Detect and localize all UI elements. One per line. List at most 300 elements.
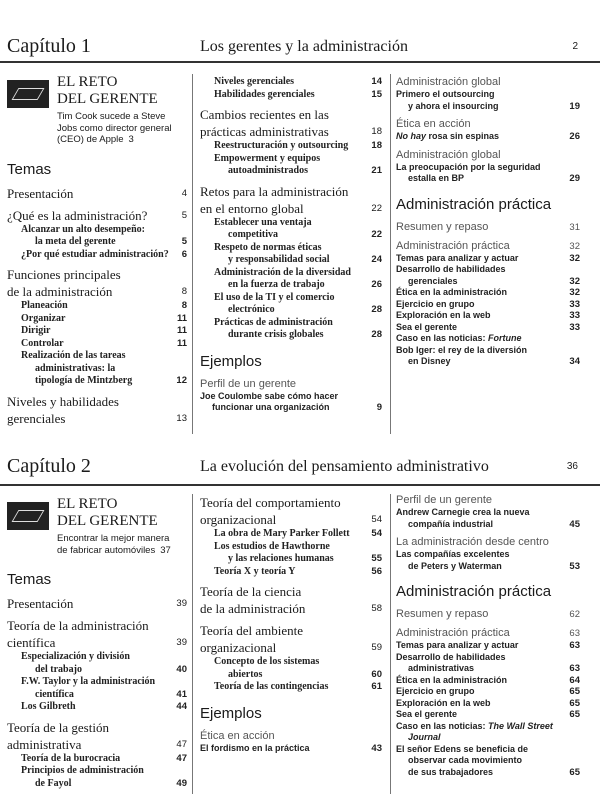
entry-text: Sea el gerente	[396, 321, 458, 332]
page-number: 8	[181, 300, 187, 311]
toc-feature-entry[interactable]	[396, 686, 580, 698]
page-number: 45	[569, 518, 580, 530]
entry-line	[214, 229, 382, 242]
page-number: 28	[371, 329, 382, 340]
page-number: 44	[176, 701, 187, 712]
chapter-title[interactable]: La evolución del pensamiento administrativo	[200, 458, 489, 475]
entry-line	[396, 101, 580, 113]
entry-line	[396, 494, 580, 507]
entry-text	[396, 721, 553, 733]
page-number: 60	[371, 668, 382, 680]
page-number: 49	[176, 777, 187, 789]
entry-text: gerenciales	[408, 275, 458, 286]
toc-subentry[interactable]	[200, 681, 382, 694]
toc-subentry[interactable]	[7, 224, 187, 249]
reto-text	[57, 74, 172, 146]
entry-line	[21, 753, 187, 766]
section-heading	[200, 352, 382, 372]
page-number: 54	[371, 514, 382, 525]
entry-line	[214, 329, 382, 342]
entry-line	[214, 681, 382, 694]
entry-text: Dirigir	[21, 325, 51, 336]
entry-text: de Fayol	[35, 777, 72, 789]
page-number: 34	[569, 356, 580, 367]
toc-entry[interactable]	[396, 627, 580, 640]
reto-title: EL RETO	[57, 74, 118, 90]
column-divider	[192, 74, 193, 434]
entry-text: Los Gilbreth	[21, 701, 76, 712]
entry-line	[200, 352, 382, 372]
entry-text: La obra de Mary Parker Follett	[214, 528, 350, 539]
toc-feature-entry[interactable]	[396, 744, 580, 779]
entry-text: en el entorno global	[200, 200, 304, 216]
entry-line	[200, 704, 382, 724]
entry-text: Teoría del ambiente	[200, 623, 304, 638]
page-number: 37	[160, 544, 171, 556]
page-number: 59	[371, 642, 382, 653]
entry-text: Administración global	[396, 76, 501, 88]
entry-line	[396, 276, 580, 288]
toc-entry[interactable]	[7, 719, 187, 753]
entry-line	[214, 566, 382, 579]
toc-feature-entry[interactable]	[396, 287, 580, 299]
entry-line	[396, 76, 580, 89]
text-segment: Journal	[408, 732, 441, 742]
toc-subentry[interactable]	[200, 140, 382, 153]
entry-line	[214, 317, 382, 330]
toc-column	[7, 490, 187, 790]
entry-line	[200, 391, 382, 403]
entry-text: Niveles y habilidades	[7, 393, 119, 409]
page-number: 13	[176, 412, 187, 424]
page-number: 11	[176, 337, 187, 349]
reto-subtitle-line: (CEO) de Apple	[57, 134, 124, 145]
toc-subentry[interactable]	[200, 76, 382, 89]
entry-text: de la administración	[7, 284, 113, 299]
entry-text: Funciones principales	[7, 267, 121, 282]
entry-line	[214, 279, 382, 292]
text-segment: Caso en las noticias:	[396, 720, 489, 731]
toc-feature-entry[interactable]	[396, 322, 580, 334]
toc-subentry[interactable]	[7, 338, 187, 351]
divider	[0, 61, 600, 63]
page-number: 55	[371, 553, 382, 564]
toc-entry[interactable]	[396, 221, 580, 234]
entry-text: electrónico	[228, 304, 275, 315]
entry-line	[214, 217, 382, 230]
feature-label	[396, 76, 580, 89]
entry-line	[396, 287, 580, 299]
entry-line	[200, 494, 382, 511]
entry-text: Establecer una ventaja	[214, 216, 312, 228]
page-number: 33	[569, 321, 580, 333]
entry-text: Bob Iger: el rey de la diversión	[396, 344, 528, 355]
page-number: 62	[569, 609, 580, 620]
toc-subentry[interactable]	[7, 300, 187, 313]
toc-entry[interactable]	[7, 617, 187, 651]
entry-line	[396, 627, 580, 640]
page-number: 64	[569, 674, 580, 686]
column-divider	[390, 74, 391, 434]
entry-text: El uso de la TI y el comercio	[214, 291, 335, 303]
page-number: 40	[176, 663, 187, 675]
toc-subentry[interactable]	[200, 656, 382, 681]
toc-column	[7, 68, 187, 427]
page-number: 14	[371, 76, 382, 87]
page-number: 65	[569, 697, 580, 709]
toc-subentry[interactable]	[200, 242, 382, 267]
page-number: 56	[371, 565, 382, 577]
toc-feature-entry[interactable]	[396, 89, 580, 112]
toc-feature-entry[interactable]	[396, 709, 580, 721]
toc-entry[interactable]	[200, 622, 382, 656]
entry-text: Concepto de los sistemas	[214, 656, 320, 667]
chapter-number: Capítulo 2	[7, 455, 91, 477]
column-divider	[192, 494, 193, 794]
entry-line	[21, 338, 187, 351]
page-number: 47	[176, 752, 187, 764]
entry-line	[21, 701, 187, 714]
section-heading	[396, 582, 580, 602]
reto-subtitle	[57, 533, 171, 556]
entry-line	[7, 617, 187, 634]
entry-text: gerenciales	[7, 410, 66, 426]
entry-text: Primero el outsourcing	[396, 89, 495, 99]
toc-column	[200, 489, 382, 754]
entry-text: administrativas	[408, 663, 475, 673]
toc-entry[interactable]	[200, 583, 382, 617]
toc-subentry[interactable]	[200, 317, 382, 342]
page-number: 39	[176, 637, 187, 648]
entry-text: Especialización y división	[21, 651, 130, 662]
reto-title: DEL GERENTE	[57, 91, 158, 107]
entry-text: Principios de administración	[21, 765, 144, 776]
entry-line	[396, 356, 580, 368]
entry-line	[200, 730, 382, 743]
entry-text: Empowerment y equipos	[214, 152, 321, 164]
entry-line	[396, 755, 580, 767]
entry-text: Presentación	[7, 596, 74, 611]
entry-line	[396, 310, 580, 322]
page-number: 19	[569, 100, 580, 112]
entry-line	[214, 153, 382, 166]
toc-feature-entry[interactable]	[396, 264, 580, 287]
toc-feature-entry[interactable]	[396, 333, 580, 345]
entry-text: científica	[7, 635, 56, 650]
page-number: 61	[371, 681, 382, 692]
toc-subentry[interactable]	[7, 765, 187, 790]
entry-line	[200, 378, 382, 391]
entry-text: Respeto de normas éticas	[214, 241, 322, 253]
entry-text: Ética en la administración	[396, 287, 508, 297]
entry-line	[7, 283, 187, 300]
page-number: 11	[176, 325, 187, 336]
toc-feature-entry[interactable]	[200, 743, 382, 755]
entry-text: Presentación	[7, 185, 74, 201]
chapter-page: 36	[566, 461, 578, 472]
reto-text	[57, 496, 171, 556]
toc-feature-entry[interactable]	[396, 675, 580, 687]
entry-line	[21, 765, 187, 778]
page-number: 41	[176, 688, 187, 700]
page-number: 5	[181, 236, 187, 247]
toc-feature-entry[interactable]	[396, 253, 580, 265]
entry-text: F.W. Taylor y la administración	[21, 676, 156, 687]
toc-entry[interactable]	[200, 106, 382, 140]
toc-entry[interactable]	[7, 393, 187, 427]
entry-line	[7, 207, 187, 224]
toc-subentry[interactable]	[7, 350, 187, 388]
entry-line	[21, 363, 187, 376]
entry-line	[396, 253, 580, 265]
entry-text: y las relaciones humanas	[228, 553, 334, 564]
section-heading	[7, 160, 187, 180]
entry-line	[396, 333, 580, 345]
page-number: 63	[569, 628, 580, 639]
entry-text: Habilidades gerenciales	[214, 88, 315, 100]
entry-text: Administración global	[396, 148, 501, 161]
page-number: 26	[569, 131, 580, 142]
page-number: 39	[176, 598, 187, 609]
page-number: 65	[569, 766, 580, 778]
entry-text: Ejercicio en grupo	[396, 298, 475, 309]
chapter-title[interactable]: Los gerentes y la administración	[200, 38, 408, 55]
entry-text: Prácticas de administración	[214, 316, 333, 328]
entry-text: la meta del gerente	[35, 236, 116, 247]
toc-subentry[interactable]	[7, 325, 187, 338]
entry-text: Teoría X y teoría Y	[214, 565, 296, 577]
entry-line	[21, 350, 187, 363]
entry-line	[21, 778, 187, 791]
entry-line	[214, 304, 382, 317]
toc-entry[interactable]	[7, 207, 187, 224]
entry-line	[214, 267, 382, 280]
toc-entry[interactable]	[200, 183, 382, 217]
entry-line	[396, 582, 580, 602]
page-number: 22	[371, 202, 382, 214]
page-number: 43	[371, 742, 382, 754]
entry-line	[214, 254, 382, 267]
entry-line	[396, 744, 580, 756]
reto-subtitle-line	[57, 134, 172, 146]
page-number: 3	[128, 134, 134, 145]
entry-text: Perfil de un gerente	[396, 494, 493, 506]
toc-subentry[interactable]	[200, 267, 382, 292]
feature-label	[396, 149, 580, 162]
entry-line	[214, 292, 382, 305]
reto-del-gerente[interactable]	[7, 496, 187, 556]
toc-feature-entry[interactable]	[396, 162, 580, 185]
toc-subentry[interactable]	[7, 753, 187, 766]
entry-text: Teoría de la burocracia	[21, 752, 121, 764]
entry-text: Resumen y repaso	[396, 220, 489, 233]
toc-feature-entry[interactable]	[396, 698, 580, 710]
entry-text: Ética en acción	[396, 118, 471, 130]
entry-line	[396, 663, 580, 675]
entry-text: Temas	[7, 571, 52, 588]
toc-feature-entry[interactable]	[396, 549, 580, 572]
entry-text: La preocupación por la seguridad	[396, 161, 541, 172]
entry-line	[396, 536, 580, 549]
toc-entry[interactable]	[396, 608, 580, 621]
entry-line	[7, 719, 187, 736]
text-segment: rosa sin espinas	[426, 131, 500, 141]
toc-subentry[interactable]	[200, 89, 382, 102]
entry-line	[21, 676, 187, 689]
entry-line	[214, 656, 382, 669]
entry-line	[200, 743, 382, 755]
entry-line	[396, 608, 580, 621]
entry-line	[396, 322, 580, 334]
chapter-header	[0, 455, 600, 485]
entry-text	[396, 131, 499, 143]
page-number: 12	[176, 375, 187, 386]
toc-entry[interactable]	[7, 266, 187, 300]
entry-text: Administración de la diversidad	[214, 266, 351, 278]
entry-line	[7, 570, 187, 590]
feature-label	[200, 730, 382, 743]
entry-text: compañía industrial	[408, 518, 494, 529]
entry-line	[214, 553, 382, 566]
entry-line	[7, 595, 187, 612]
toc-entry[interactable]	[7, 185, 187, 202]
entry-text: Ética en la administración	[396, 674, 508, 685]
toc-feature-entry[interactable]	[396, 507, 580, 530]
divider	[0, 484, 600, 486]
reto-image	[7, 80, 49, 108]
toc-column	[396, 70, 580, 368]
entry-line	[396, 732, 580, 744]
entry-line	[396, 519, 580, 531]
entry-line	[21, 325, 187, 338]
toc-entry[interactable]	[396, 240, 580, 253]
entry-line	[21, 664, 187, 677]
entry-line	[200, 402, 382, 414]
entry-text: administrativa	[7, 736, 82, 752]
chapter-number: Capítulo 1	[7, 35, 91, 57]
toc-entry[interactable]	[7, 595, 187, 612]
entry-text	[408, 732, 441, 744]
entry-line	[214, 669, 382, 682]
feature-label	[396, 118, 580, 131]
entry-line	[396, 721, 580, 733]
entry-text: de sus trabajadores	[408, 766, 494, 777]
entry-line	[200, 622, 382, 639]
toc-subentry[interactable]	[7, 651, 187, 676]
toc-subentry[interactable]	[7, 313, 187, 326]
reto-subtitle-line: Encontrar la mejor manera	[57, 533, 170, 544]
entry-text: Ejemplos	[200, 352, 262, 370]
toc-subentry[interactable]	[200, 153, 382, 178]
entry-text: Exploración en la web	[396, 310, 491, 320]
toc-subentry[interactable]	[200, 541, 382, 566]
entry-text: estalla en BP	[408, 173, 465, 183]
toc-feature-entry[interactable]	[396, 721, 580, 744]
toc-feature-entry[interactable]	[396, 310, 580, 322]
reto-del-gerente[interactable]	[7, 74, 187, 146]
reto-title: EL RETO	[57, 496, 118, 512]
page-number: 32	[569, 240, 580, 252]
page-number: 54	[371, 528, 382, 539]
toc-subentry[interactable]	[7, 676, 187, 701]
toc-column	[396, 488, 580, 778]
entry-text: y responsabilidad social	[228, 254, 330, 265]
entry-line	[396, 195, 580, 215]
entry-line	[7, 736, 187, 753]
chapter-page: 2	[572, 41, 578, 52]
entry-line	[200, 639, 382, 656]
reto-subtitle-line: de fabricar automóviles	[57, 544, 156, 556]
toc-feature-entry[interactable]	[396, 131, 580, 143]
entry-line	[396, 118, 580, 131]
toc-feature-entry[interactable]	[396, 640, 580, 652]
entry-line	[7, 393, 187, 410]
entry-text: Administración práctica	[396, 583, 552, 600]
entry-text: Organizar	[21, 312, 66, 324]
entry-text: en la fuerza de trabajo	[228, 279, 325, 290]
entry-line	[21, 313, 187, 326]
entry-line	[396, 507, 580, 519]
page-number: 47	[176, 738, 187, 750]
feature-label	[396, 536, 580, 549]
entry-text: en Disney	[408, 356, 451, 366]
reto-subtitle-line: Jobs como director general	[57, 122, 172, 134]
entry-text: organizacional	[200, 512, 277, 527]
entry-text: Temas para analizar y actuar	[396, 640, 519, 650]
entry-text: La administración desde centro	[396, 536, 549, 548]
toc-subentry[interactable]	[7, 249, 187, 262]
entry-line	[7, 185, 187, 202]
page-number: 11	[176, 312, 187, 324]
toc-subentry[interactable]	[200, 217, 382, 242]
entry-line	[214, 528, 382, 541]
entry-line	[214, 89, 382, 102]
entry-line	[200, 200, 382, 217]
entry-line	[396, 221, 580, 234]
toc-subentry[interactable]	[200, 292, 382, 317]
entry-text: Resumen y repaso	[396, 608, 489, 620]
page-number: 9	[376, 402, 382, 413]
toc-subentry[interactable]	[7, 701, 187, 714]
toc-entry[interactable]	[200, 494, 382, 528]
page-number: 26	[371, 279, 382, 290]
entry-text: Desarrollo de habilidades	[396, 651, 506, 662]
entry-text: competitiva	[228, 229, 278, 240]
toc-subentry[interactable]	[200, 566, 382, 579]
page-number: 53	[569, 560, 580, 572]
toc-feature-entry[interactable]	[396, 345, 580, 368]
reto-subtitle	[57, 111, 172, 146]
entry-line	[21, 224, 187, 237]
text-segment: The Wall Street	[488, 720, 553, 731]
feature-label	[396, 494, 580, 507]
toc-feature-entry[interactable]	[396, 652, 580, 675]
reto-title: DEL GERENTE	[57, 513, 158, 529]
entry-line	[396, 652, 580, 664]
entry-text: Cambios recientes en las	[200, 107, 329, 122]
entry-text: Los estudios de Hawthorne	[214, 540, 330, 552]
entry-text: Reestructuración y outsourcing	[214, 140, 349, 151]
entry-line	[214, 242, 382, 255]
page-number: 8	[181, 286, 187, 297]
toc-subentry[interactable]	[200, 528, 382, 541]
entry-line	[396, 698, 580, 710]
toc-feature-entry[interactable]	[200, 391, 382, 414]
entry-line	[7, 410, 187, 427]
entry-text: Temas	[7, 160, 52, 178]
toc-feature-entry[interactable]	[396, 299, 580, 311]
page-number: 4	[181, 187, 187, 199]
